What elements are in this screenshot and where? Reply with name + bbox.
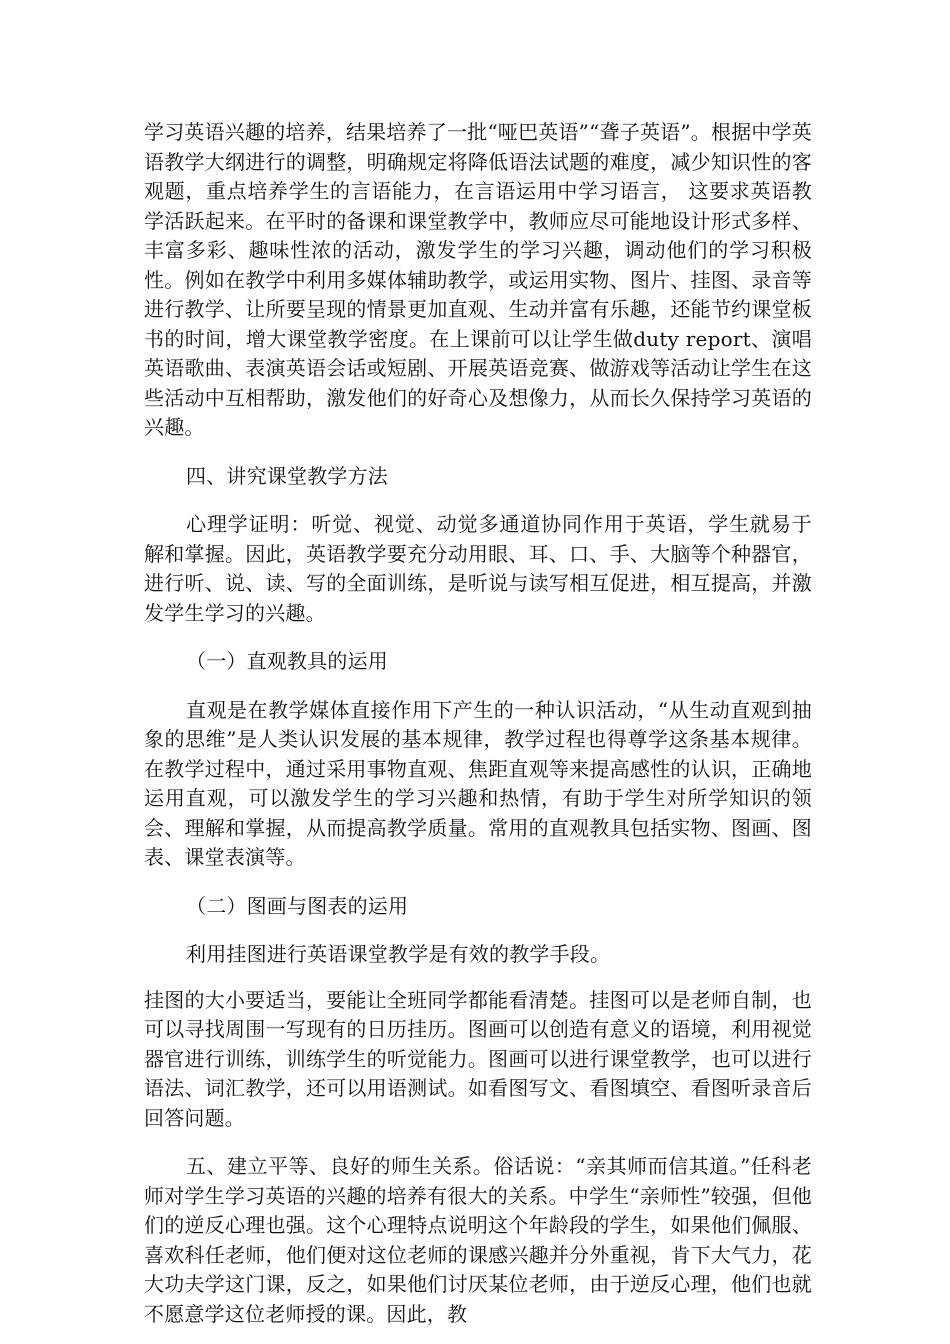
paragraph-wall-charts-intro: 利用挂图进行英语课堂教学是有效的教学手段。: [186, 942, 611, 966]
paragraph-wall-charts-detail: 挂图的大小要适当，要能让全班同学都能看清楚。挂图可以是老师自制，也可以寻找周围一写现有的日历挂历。图画可以创造有意义的语境，利用视觉器官进行训练，训练学生的听觉能力。图画可以进行课堂教学，也可以进行语法、词汇教学，还可以用语测试。如看图写文、看图填空、看图听录音后回答问题。: [144, 987, 812, 1130]
document-body: [144, 118, 812, 1329]
subsection-heading-pictures-charts: （二）图画与图表的运用: [186, 893, 409, 918]
subsection-heading-visual-aids: （一）直观教具的运用: [186, 649, 388, 673]
paragraph-interest-cultivation: 学习英语兴趣的培养，结果培养了一批“哑巴英语”“聋子英语”。根据中学英语教学大纲进行的调整，明确规定将降低语法试题的难度，减少知识性的客观题，重点培养学生的言语能力，在言语运用中学习语言， 这要求英语教学活跃起来。在平时的备课和课堂教学中，教师应尽可能地设计形式多样、丰富多彩、趣味性浓的活动，激发学生的学习兴趣，调动他们的学习积极性。例如在教学中利用多媒体辅助教学，或运用实物、图片、挂图、录音等进行教学、让所要呈现的情景更加直观、生动并富有乐趣，还能节约课堂板书的时间，增大课堂教学密度。在上课前可以让学生做duty report、演唱英语歌曲、表演英语会话或短剧、开展英语竞赛、做游戏等活动让学生在这些活动中互相帮助，激发他们的好奇心及想像力，从而长久保持学习英语的兴趣。: [144, 120, 812, 439]
paragraph-teacher-student-relationship: 五、建立平等、良好的师生关系。俗话说：“亲其师而信其道。”任科老师对学生学习英语的兴趣的培养有很大的关系。中学生“亲师性”较强，但他们的逆反心理也强。这个心理特点说明这个年龄段的学生，如果他们佩服、喜欢科任老师，他们便对这位老师的课感兴趣并分外重视，肯下大气力，花大功夫学这门课，反之，如果他们讨厌某位老师，由于逆反心理，他们也就不愿意学这位老师授的课。因此，教: [144, 1154, 812, 1326]
paragraph-visual-aids: 直观是在教学媒体直接作用下产生的一种认识活动，“从生动直观到抽象的思维”是人类认识发展的基本规律，教学过程也得尊学这条基本规律。在教学过程中，通过采用事物直观、焦距直观等来提高感性的认识，正确地运用直观，可以激发学生的学习兴趣和热情，有助于学生对所学知识的领会、理解和掌握，从而提高教学质量。常用的直观教具包括实物、图画、图表、课堂表演等。: [144, 697, 812, 869]
section-heading-teaching-methods: 四、讲究课堂教学方法: [186, 463, 388, 488]
paragraph-psychology-evidence: 心理学证明：听觉、视觉、动觉多通道协同作用于英语，学生就易于解和掌握。因此，英语教学要充分动用眼、耳、口、手、大脑等个种器官，进行听、说、读、写的全面训练，是听说与读写相互促进，相互提高，并激发学生学习的兴趣。: [144, 512, 812, 625]
